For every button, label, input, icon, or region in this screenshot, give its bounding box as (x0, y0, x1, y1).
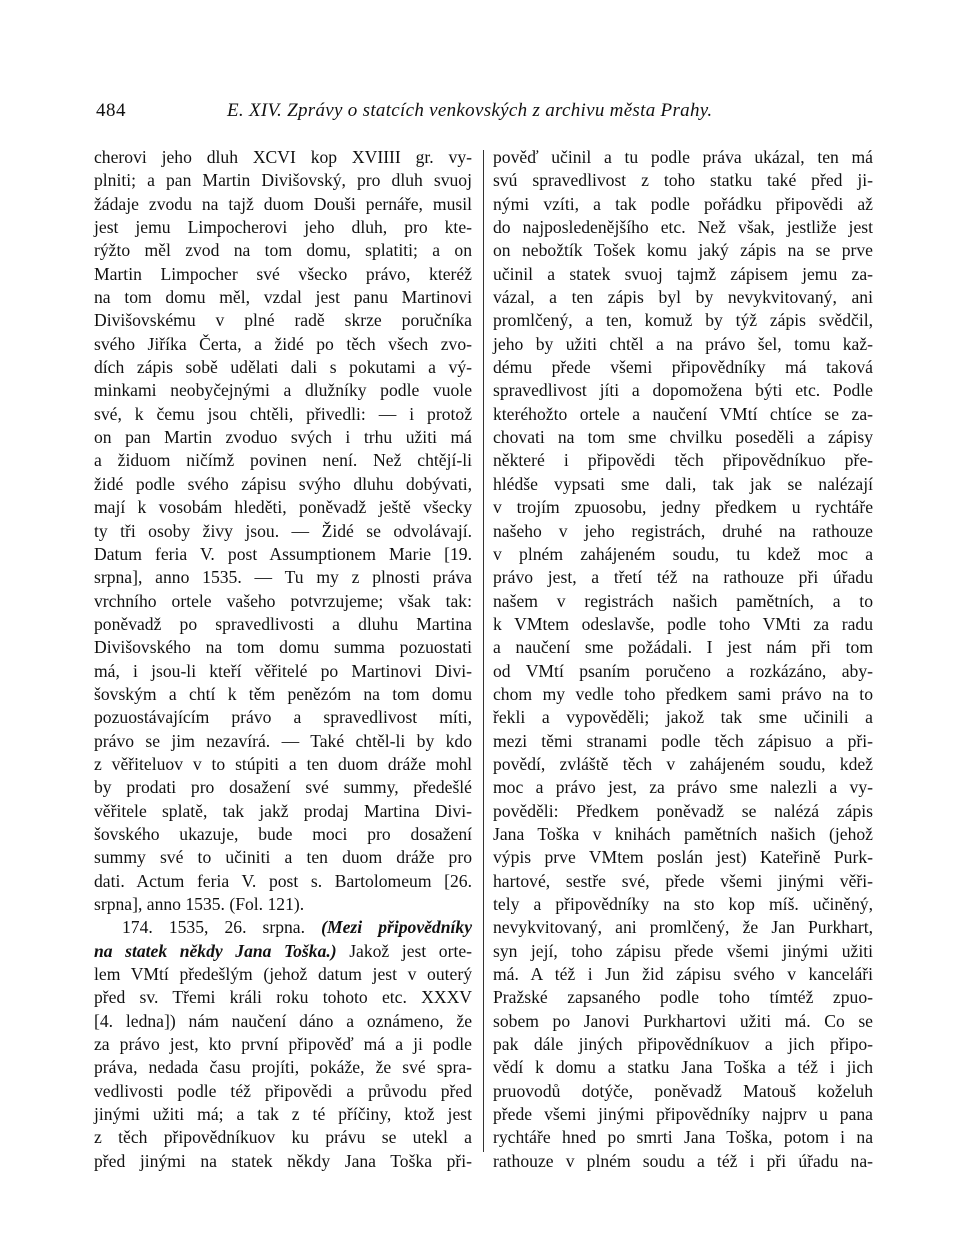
text-line: žádaje zvodu na tajž duom Douši pernáře, musil (94, 193, 472, 214)
text-line: srpna], anno 1535. — Tu my z plnosti práva (94, 567, 472, 588)
text-line: věřitele splatě, tak jakž prodaj Martina Divi- (94, 800, 472, 821)
text-line: své, k čemu jsou chtěli, přivedli: — i protož (94, 403, 472, 424)
text-line: ty tři osoby živy jsou. — Židé se odvolávají. (94, 520, 472, 541)
text-line: židé podle svého zápisu svýho dluhu dobývati, (94, 473, 472, 494)
text-line: cherovi jeho dluh XCVI kop XVIIII gr. vy- (94, 147, 472, 167)
text-line: před sv. Třemi králi roku tohoto etc. XXXV (94, 987, 472, 1008)
text-line: on nebožtík Tošek komu jaký zápis na se prve (493, 240, 873, 261)
text-line: plniti; a pan Martin Divišovský, pro dluh svuoj (94, 170, 472, 191)
text-line: srpna], anno 1535. (Fol. 121). (94, 894, 305, 914)
entry-title: (Mezi připovědníky (321, 917, 473, 938)
text-line: svého Jiříka Čerta, a židé po těch všech zvo- (94, 333, 472, 354)
text-line: pověděli: Předkem poněvadž se nalézá zápis (493, 800, 873, 821)
text-line: Jana Toška v knihách pamětních našich (jehož (493, 823, 873, 844)
text-line: před jinými na statek někdy Jana Toška při- (94, 1150, 472, 1171)
text-line: promlčený, a ten, komuž by týž zápis svědčil, (493, 310, 873, 331)
entry-number-date: 174. 1535, 26. srpna. (122, 917, 306, 938)
entry-title: na statek někdy Jana Toška.) (94, 940, 337, 961)
text-line: do najposledenějšího etc. Než však, jestliže jest (493, 217, 873, 238)
text-line: na tom domu měl, vzdal jest panu Martinovi (94, 287, 472, 308)
text-line: v plném zahájeném soudu, tu kdež moc a (493, 543, 873, 564)
text-line: šovským a chtí k těm penězóm na tom domu (94, 683, 472, 704)
text-line: našeho v jeho registrách, druhé na rathouze (493, 520, 873, 541)
text-line: vrchního ortele vašeho potvrzujeme; však tak: (94, 590, 472, 611)
text-line: právo jest, a třetí též na rathouze při úřadu (493, 567, 873, 588)
text-line: právo se jim nezavírá. — Také chtěl-li by kdo (94, 730, 472, 751)
text-line: kteréhožto ortele a naučení VMtí chtíce se za- (493, 403, 873, 424)
text-line: výpis prve VMtem poslán jest) Kateřině Purk- (493, 847, 873, 868)
text-line: chom my vedle toho předkem sami právo na to (493, 683, 873, 704)
text-line: pověď učinil a tu podle práva ukázal, ten má (493, 147, 873, 167)
text-line: přede všemi jinými připovědníky najprv u pana (493, 1104, 873, 1125)
text-line: Pražské zapsaného podle toho tímtéž zpuo- (493, 987, 873, 1008)
text-line: mezi těmi stranami podle těch zápisuo a při- (493, 730, 873, 751)
text-line: hlédše vypsati sme dali, tak jak se nalézají (493, 473, 873, 494)
text-line: řekli a vypověděli; jakož tak sme učinili a (493, 707, 873, 728)
text-line: práva, nedada času projíti, pokáže, že své spra- (94, 1057, 472, 1078)
text-line: hartové, sestře své, přede všemi jinými věři- (493, 870, 873, 891)
text-line: Datum feria V. post Assumptionem Marie [19. (94, 543, 472, 564)
text-line: a židuom ničímž povinen není. Než chtějí-li (94, 450, 472, 471)
text-line: pozuostávajícím právo a spravedlivost míti, (94, 707, 472, 728)
text-line: pak dále jiných připovědníkuov a jich připo- (493, 1034, 873, 1055)
text-line: [4. ledna]) nám naučení dáno a oznámeno, že (94, 1010, 472, 1031)
text-line: z věřiteluov v to stúpiti a ten duom dráže mohl (94, 753, 472, 774)
text-line: za právo jest, kto první připověď má a ji podle (94, 1034, 472, 1055)
text-line: jest jemu Limpocherovi jeho dluh, pro kte- (94, 217, 472, 238)
page-number: 484 (96, 100, 126, 121)
text-line: v trojím zpuosobu, jedny předkem u rychtáře (493, 497, 873, 518)
text-line: mají k vosobám hleděti, poněvadž ještě všecky (94, 497, 472, 518)
text-line: lem VMtí předešlým (jehož datum jest v outerý (94, 964, 472, 985)
text-line: dati. Actum feria V. post s. Bartolomeum [26. (94, 870, 472, 891)
text-line: některé i připovědi těch připovědníkuo pře- (493, 450, 873, 471)
text-line: on pan Martin zvoduo svých i trhu užiti má (94, 427, 472, 448)
text-line: našem v registrách našich pamětních, a to (493, 590, 873, 611)
text-line: spravedlivost jíti a dopomožena býti etc. Podle (493, 380, 873, 401)
text-line: vedlivosti podle též připovědi a průvodu před (94, 1080, 472, 1101)
text-line: od VMtí psaním poručeno a rozkázáno, aby- (493, 660, 873, 681)
text-line: dému přede všemi připovědníky má taková (493, 357, 873, 378)
text-line: pruovodů dotýče, poněvadž Matouš koželuh (493, 1080, 873, 1101)
text-line: a naučení sme požádali. I jest nám při tom (493, 637, 873, 658)
text-line: vědí k domu a statku Jana Toška a též i jich (493, 1057, 873, 1078)
running-title: E. XIV. Zprávy o statcích venkovských z archivu města Prahy. (227, 100, 713, 121)
text-line: povědí, zvláště těch v zahájeném soudu, kdež (493, 753, 873, 774)
text-line: jinými užiti má; a tak z té příčiny, ktož jest (94, 1104, 472, 1125)
text-line: dích zápis sobě udělati dali s pokutami a vý- (94, 357, 472, 378)
entry-heading-line (94, 940, 472, 963)
text-line: rathouze v plném soudu a též i při úřadu na- (493, 1150, 873, 1171)
text-line: k VMtem odeslavše, podle toho VMti za radu (493, 613, 873, 634)
left-column (94, 146, 472, 1173)
text-line: Divišovského na tom domu summa pozuostati (94, 637, 472, 658)
text-line: z těch připovědníkuov ku právu se utekl a (94, 1127, 472, 1148)
text-line: nevykvitovaný, ani promlčený, že Jan Purkhart, (493, 917, 873, 938)
entry-heading-line (94, 916, 472, 939)
text-line: tely a připovědníky na sto kop míš. učiněný, (493, 894, 873, 914)
text-line: Divišovskému v plné radě skrze poručníka (94, 310, 472, 331)
text-line: má. A též i Jun žid zápisu svého v kanceláři (493, 964, 873, 985)
text-line: jeho by užiti chtěl a na právo šel, tomu kaž- (493, 333, 873, 354)
text-line: učinil a statek svuoj tajmž zápisem jemu za- (493, 263, 873, 284)
right-column (493, 146, 873, 1173)
text-line: rychtáře hned po smrti Jana Toška, potom i na (493, 1127, 873, 1148)
text-line: sobem po Janovi Purkhartovi užiti má. Co se (493, 1010, 873, 1031)
text-line: by prodati pro dosažení své summy, předešlé (94, 777, 472, 798)
text-line: chovati na tom sme chvilku poseděli a zápisy (493, 427, 873, 448)
text-line: svú spravedlivost z toho statku také před ji- (493, 170, 873, 191)
text-line: syn její, toho zápisu přede všemi jinými užiti (493, 940, 873, 961)
text-line: nými vzíti, a tak podle pořádku připovědi až (493, 193, 873, 214)
text-line: summy své to učiniti a ten duom dráže pro (94, 847, 472, 868)
text-line: poněvadž po spravedlivosti a dluhu Martina (94, 613, 472, 634)
text-line: má, i jsou-li kteří věřitelé po Martinovi Divi- (94, 660, 472, 681)
column-divider (483, 150, 484, 1152)
text-line: moc a právo jest, za právo sme nalezli a vy- (493, 777, 873, 798)
text-line: Martin Limpocher své všecko právo, kteréž (94, 263, 472, 284)
entry-text: Jakož jest orte- (349, 940, 472, 961)
text-line: šovského ukazuje, bude moci pro dosažení (94, 823, 472, 844)
text-line: vázal, a ten zápis byl by nevykvitovaný, ani (493, 287, 873, 308)
page-header (96, 100, 876, 126)
text-line: rýžto měl zvod na tom domu, splatiti; a on (94, 240, 472, 261)
text-line: minkami neobyčejnými a dlužníky podle vuole (94, 380, 472, 401)
